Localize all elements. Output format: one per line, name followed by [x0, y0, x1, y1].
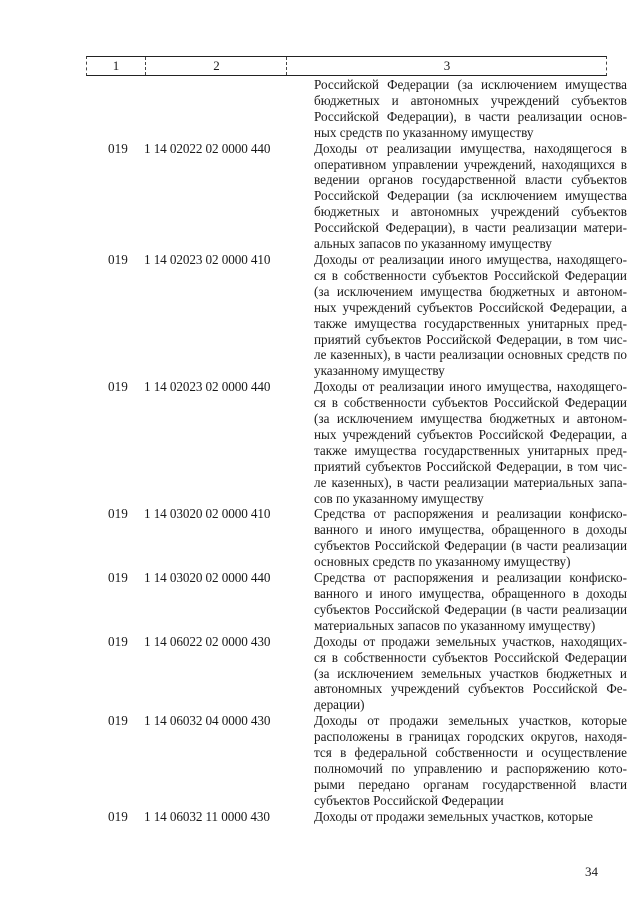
description-line: Доходы от продажи земельных участков, находящих- [314, 633, 627, 649]
description-line: указанному имуществу [314, 363, 445, 379]
budget-classification-code: 1 14 06022 02 0000 430 [144, 633, 271, 649]
table-row [86, 570, 627, 634]
description-line: Доходы от реализации имущества, находящегося в [314, 140, 627, 156]
admin-code: 019 [108, 506, 128, 522]
admin-code: 019 [108, 808, 128, 824]
table-header [86, 56, 607, 76]
description-line: (за исключением имущества бюджетных и автоном- [314, 411, 627, 427]
description-line: Средства от распоряжения и реализации конфиско- [314, 506, 627, 522]
description-line: также имущества государственных унитарных пред- [314, 315, 627, 331]
description-line: ся в собственности субъектов Российской Федерации [314, 649, 627, 665]
table-row [86, 251, 627, 379]
revenue-description [314, 379, 627, 506]
description-line: Доходы от реализации иного имущества, находящего- [314, 379, 627, 395]
description-line: тся в федеральной собственности и осуществление [314, 745, 627, 761]
description-line: бюджетных и автономных учреждений субъектов [314, 204, 627, 220]
table-body [86, 77, 627, 825]
admin-code: 019 [108, 713, 128, 729]
description-line: субъектов Российской Федерации (в части реализации [314, 538, 627, 554]
table-row [86, 379, 627, 506]
budget-classification-code: 1 14 02022 02 0000 440 [144, 140, 271, 156]
description-line: Доходы от продажи земельных участков, которые [314, 808, 593, 824]
description-line: субъектов Российской Федерации [314, 792, 504, 808]
table-row [86, 809, 607, 825]
budget-classification-code: 1 14 03020 02 0000 440 [144, 570, 271, 586]
admin-code: 019 [108, 251, 128, 267]
revenue-description [314, 141, 627, 252]
description-line: Российской Федерации), в части реализации основ- [314, 108, 627, 124]
description-line: Средства от распоряжения и реализации конфиско- [314, 570, 627, 586]
budget-classification-code: 1 14 03020 02 0000 410 [144, 506, 271, 522]
description-line: Российской Федерации (за исключением имущества [314, 77, 627, 92]
description-line: (за исключением имущества бюджетных и автоном- [314, 283, 627, 299]
description-line: ся в собственности субъектов Российской Федерации [314, 267, 627, 283]
description-line: Российской Федерации (за исключением имущества [314, 188, 627, 204]
page-number: 34 [585, 864, 598, 879]
description-line: альных запасов по указанному имуществу [314, 236, 552, 252]
header-col-1: 1 [112, 58, 120, 73]
revenue-description [314, 634, 627, 714]
table-row [86, 713, 627, 808]
description-line: рыми передано органам государственной власти [314, 776, 627, 792]
description-line: Российской Федерации), в части реализации матери- [314, 220, 627, 236]
description-line: оперативном управлении учреждений, находящихся в [314, 156, 627, 172]
description-line: также имущества государственных унитарных пред- [314, 442, 627, 458]
description-line: сов по указанному имуществу [314, 490, 484, 506]
budget-classification-code: 1 14 06032 11 0000 430 [144, 808, 270, 824]
admin-code: 019 [108, 379, 128, 395]
table-row [86, 633, 627, 714]
budget-classification-code: 1 14 02023 02 0000 440 [144, 379, 271, 395]
table-row [86, 140, 627, 252]
revenue-description [314, 77, 627, 141]
header-col-2: 2 [145, 57, 287, 75]
description-line: расположены в границах городских округов, находя- [314, 729, 627, 745]
revenue-description [314, 713, 627, 808]
table-row [86, 506, 627, 570]
description-line: бюджетных и автономных учреждений субъектов [314, 92, 627, 108]
description-line: дерации) [314, 697, 365, 713]
description-line: (за исключением земельных участков бюджетных и [314, 665, 627, 681]
description-line: материальных запасов по указанному имуществу) [314, 617, 596, 633]
budget-classification-code: 1 14 06032 04 0000 430 [144, 713, 271, 729]
budget-classification-code: 1 14 02023 02 0000 410 [144, 251, 271, 267]
description-line: автономных учреждений субъектов Российской Фе- [314, 681, 627, 697]
description-line: Доходы от продажи земельных участков, которые [314, 713, 627, 729]
description-line: ле казенных), в части реализации материальных запа- [314, 474, 627, 490]
description-line: приятий субъектов Российской Федерации, в том чис- [314, 331, 627, 347]
description-line: полномочий по управлению и распоряжению кото- [314, 760, 627, 776]
description-line: субъектов Российской Федерации (в части реализации [314, 601, 627, 617]
admin-code: 019 [108, 140, 128, 156]
admin-code: 019 [108, 633, 128, 649]
revenue-description [314, 570, 627, 634]
revenue-description [314, 506, 627, 570]
description-line: приятий субъектов Российской Федерации, в том чис- [314, 458, 627, 474]
description-line: основных средств по указанному имуществу) [314, 554, 571, 570]
table-row [86, 77, 627, 141]
admin-code: 019 [108, 570, 128, 586]
description-line: ся в собственности субъектов Российской Федерации [314, 395, 627, 411]
description-line: ных средств по указанному имуществу [314, 124, 534, 140]
description-line: ведении органов государственной власти субъектов [314, 172, 627, 188]
revenue-description [314, 252, 627, 379]
description-line: ных учреждений субъектов Российской Федерации, а [314, 299, 627, 315]
description-line: Доходы от реализации иного имущества, находящего- [314, 251, 627, 267]
description-line: ванного и иного имущества, обращенного в доходы [314, 586, 627, 601]
header-col-3: 3 [286, 57, 607, 75]
revenue-description [314, 809, 627, 825]
description-line: ванного и иного имущества, обращенного в доходы [314, 522, 627, 538]
description-line: ле казенных), в части реализации основных средств по [314, 347, 627, 363]
description-line: ных учреждений субъектов Российской Федерации, а [314, 426, 627, 442]
